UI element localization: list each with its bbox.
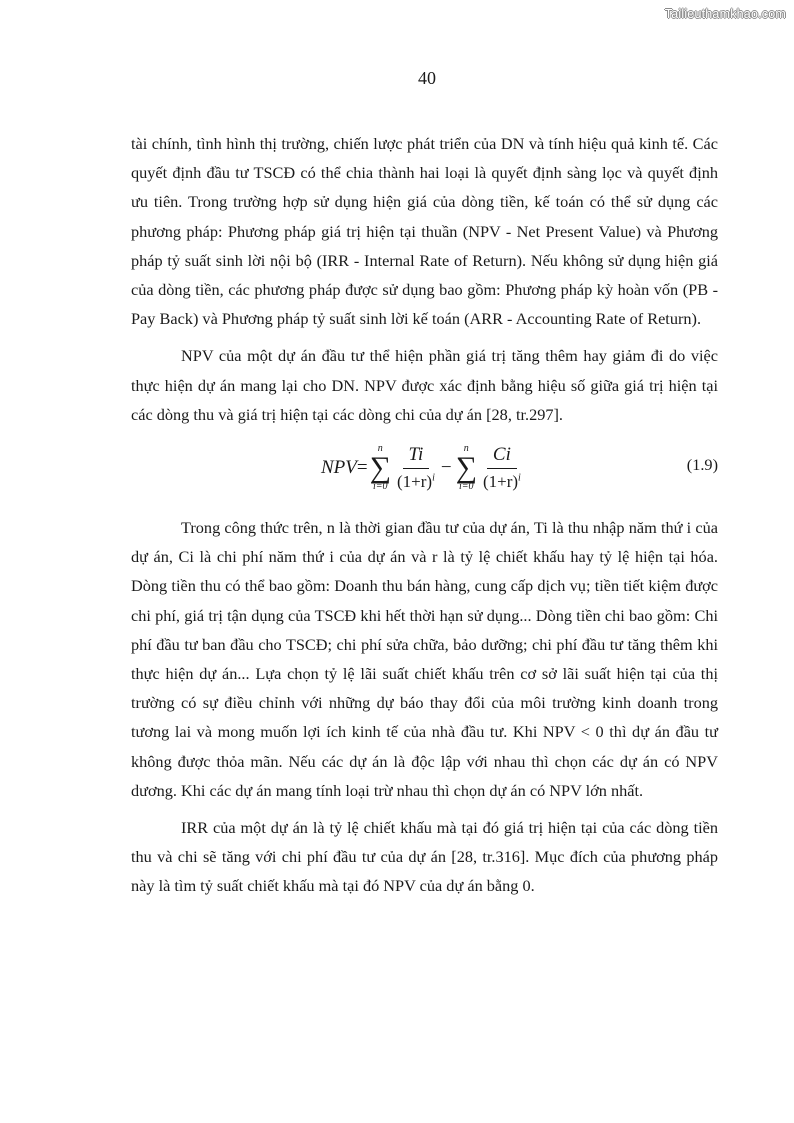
formula-minus: − <box>440 457 452 479</box>
npv-formula <box>131 433 718 505</box>
paragraph-2: NPV của một dự án đầu tư thể hiện phần giá trị tăng thêm hay giảm đi do việc thực hiện dự án mang lại cho DN. NPV được xác định bằng hiệu số giữa giá trị hiện tại các dòng thu và giá trị hiện tại các dòng chi của dự án [28, tr.297]. <box>131 346 718 424</box>
formula-equals: = <box>356 457 368 479</box>
page-number: 40 <box>418 68 436 88</box>
formula-expression <box>321 433 525 503</box>
document-body <box>131 129 718 901</box>
fraction-income <box>397 444 435 492</box>
sigma-symbol: ∑ <box>455 451 477 485</box>
fraction-numerator: Ci <box>487 444 517 469</box>
fraction-numerator: Ti <box>403 444 430 469</box>
fraction-denominator: $(1+r)^i$ <box>397 472 435 492</box>
sum-lower-limit: i=0 <box>459 481 474 493</box>
summation-1 <box>370 444 391 492</box>
equation-number: (1.9) <box>686 455 718 475</box>
fraction-cost <box>483 444 521 492</box>
formula-lhs: NPV <box>321 457 357 479</box>
sigma-symbol: ∑ <box>369 451 391 485</box>
sum-upper-limit: n <box>463 443 469 455</box>
watermark: Tailieuthamkhao.com <box>664 7 786 21</box>
sum-upper-limit: n <box>377 443 383 455</box>
summation-2 <box>456 444 477 492</box>
paragraph-3: Trong công thức trên, n là thời gian đầu tư của dự án, Ti là thu nhập năm thứ i của dự án, Ci là chi phí năm thứ i của dự án và r là tỷ lệ chiết khấu hay tỷ lệ hiện tại hóa. Dòng tiền thu có thể bao gồm: Doanh thu bán hàng, cung cấp dịch vụ; tiền tiết kiệm được chi phí, giá trị tận dụng của TSCĐ khi hết thời hạn sử dụng... Dòng tiền chi bao gồm: Chi phí đầu tư ban đầu cho TSCĐ; chi phí sửa chữa, bảo dưỡng; chi phí đầu tư tăng thêm khi thực hiện dự án... Lựa chọn tỷ lệ lãi suất chiết khấu trên cơ sở lãi suất hiện tại của thị trường có sự điều chỉnh với những dự báo thay đổi của môi trường kinh doanh trong tương lai và mong muốn lợi ích kinh tế của nhà đầu tư. Khi NPV < 0 thì dự án đầu tư không được thỏa mãn. Nếu các dự án là độc lập với nhau thì chọn các dự án có NPV dương. Khi các dự án mang tính loại trừ nhau thì chọn dự án có NPV lớn nhất. <box>131 518 718 800</box>
sum-lower-limit: i=0 <box>373 481 388 493</box>
paragraph-4: IRR của một dự án là tỷ lệ chiết khấu mà tại đó giá trị hiện tại của các dòng tiền thu và chi sẽ tăng với chi phí đầu tư của dự án [28, tr.316]. Mục đích của phương pháp này là tìm tỷ suất chiết khấu mà tại đó NPV của dự án bằng 0. <box>131 818 718 896</box>
paragraph-1: tài chính, tình hình thị trường, chiến lược phát triển của DN và tính hiệu quả kinh tế. Các quyết định đầu tư TSCĐ có thể chia thành hai loại là quyết định sàng lọc và quyết định ưu tiên. Trong trường hợp sử dụng hiện giá của dòng tiền, kế toán có thể sử dụng các phương pháp: Phương pháp giá trị hiện tại thuần (NPV - Net Present Value) và Phương pháp tỷ suất sinh lời nội bộ (IRR - Internal Rate of Return). Nếu không sử dụng hiện giá của dòng tiền, các phương pháp được sử dụng bao gồm: Phương pháp kỳ hoàn vốn (PB - Pay Back) và Phương pháp tỷ suất sinh lời kế toán (ARR - Accounting Rate of Return). <box>131 134 718 329</box>
fraction-denominator: $(1+r)^i$ <box>482 472 521 492</box>
